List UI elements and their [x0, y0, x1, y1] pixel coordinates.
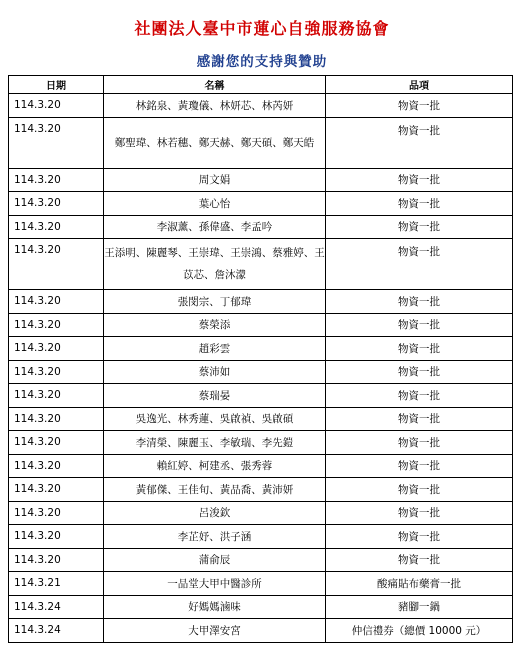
cell-name: 好媽媽滷味 [104, 595, 326, 619]
table-row [9, 619, 513, 643]
cell-item: 物資一批 [326, 407, 513, 431]
cell-name: 大甲澤安宮 [104, 619, 326, 643]
cell-item: 酸痛貼布藥膏一批 [326, 572, 513, 596]
table-row [9, 239, 513, 290]
cell-date: 114.3.20 [9, 215, 104, 239]
cell-name: 蔡沛如 [104, 360, 326, 384]
page-title: 社團法人臺中市蓮心自強服務協會 [134, 19, 390, 38]
cell-name: 葉心怡 [104, 192, 326, 216]
cell-item: 物資一批 [326, 290, 513, 314]
cell-date: 114.3.20 [9, 290, 104, 314]
cell-date: 114.3.20 [9, 239, 104, 290]
cell-date: 114.3.20 [9, 548, 104, 572]
column-header-item: 品項 [326, 76, 513, 94]
page-subtitle: 感謝您的支持與贊助 [196, 54, 328, 70]
cell-name: 蒲俞辰 [104, 548, 326, 572]
table-row [9, 431, 513, 455]
cell-name: 蔡榮添 [104, 313, 326, 337]
cell-item: 物資一批 [326, 501, 513, 525]
cell-item: 物資一批 [326, 478, 513, 502]
cell-name: 鄭聖瑋、林若穗、鄭天赫、鄭天碩、鄭天皓 [104, 117, 326, 168]
cell-item: 物資一批 [326, 94, 513, 118]
cell-item: 物資一批 [326, 117, 513, 168]
cell-name: 李淑薰、孫偉盛、李孟吟 [104, 215, 326, 239]
table-row [9, 360, 513, 384]
table-row [9, 384, 513, 408]
cell-date: 114.3.24 [9, 595, 104, 619]
table-row [9, 168, 513, 192]
cell-name: 賴紅婷、柯建丞、張秀蓉 [104, 454, 326, 478]
cell-date: 114.3.20 [9, 501, 104, 525]
cell-date: 114.3.21 [9, 572, 104, 596]
table-row [9, 595, 513, 619]
cell-date: 114.3.20 [9, 337, 104, 361]
cell-date: 114.3.20 [9, 478, 104, 502]
table-row [9, 454, 513, 478]
cell-item: 物資一批 [326, 548, 513, 572]
cell-item: 物資一批 [326, 454, 513, 478]
table-row [9, 192, 513, 216]
cell-item: 物資一批 [326, 431, 513, 455]
cell-item: 物資一批 [326, 313, 513, 337]
cell-name: 趙彩雲 [104, 337, 326, 361]
cell-name: 李芷妤、洪子涵 [104, 525, 326, 549]
cell-item: 物資一批 [326, 384, 513, 408]
cell-name: 林銘泉、黃瓊儀、林妍芯、林芮妍 [104, 94, 326, 118]
cell-item: 物資一批 [326, 525, 513, 549]
cell-name: 王添明、陳麗琴、王崇瑋、王崇鴻、蔡雅婷、王苡芯、詹沐濛 [104, 239, 326, 290]
cell-date: 114.3.20 [9, 117, 104, 168]
cell-item: 物資一批 [326, 192, 513, 216]
cell-date: 114.3.24 [9, 619, 104, 643]
cell-item: 物資一批 [326, 215, 513, 239]
table-header-row [9, 76, 513, 94]
cell-item: 物資一批 [326, 360, 513, 384]
table-row [9, 478, 513, 502]
cell-name: 呂浚欽 [104, 501, 326, 525]
cell-date: 114.3.20 [9, 313, 104, 337]
column-header-date: 日期 [9, 76, 104, 94]
cell-item: 物資一批 [326, 337, 513, 361]
cell-date: 114.3.20 [9, 525, 104, 549]
cell-name: 黃郁傑、王佳旬、黃品喬、黃沛妍 [104, 478, 326, 502]
table-row [9, 501, 513, 525]
cell-name: 周文娟 [104, 168, 326, 192]
cell-date: 114.3.20 [9, 94, 104, 118]
cell-item: 豬腳一鍋 [326, 595, 513, 619]
cell-name: 一品堂大甲中醫診所 [104, 572, 326, 596]
table-row [9, 94, 513, 118]
table-row [9, 525, 513, 549]
sponsor-table [8, 75, 513, 643]
table-row [9, 572, 513, 596]
cell-date: 114.3.20 [9, 192, 104, 216]
cell-name: 李清榮、陳麗玉、李敏瑞、李先鎧 [104, 431, 326, 455]
table-row [9, 313, 513, 337]
table-row [9, 117, 513, 168]
cell-date: 114.3.20 [9, 360, 104, 384]
cell-date: 114.3.20 [9, 431, 104, 455]
cell-date: 114.3.20 [9, 168, 104, 192]
cell-item: 物資一批 [326, 168, 513, 192]
cell-name: 吳逸光、林秀蓮、吳啟禎、吳啟碩 [104, 407, 326, 431]
table-row [9, 407, 513, 431]
cell-name: 蔡瑞晏 [104, 384, 326, 408]
table-row [9, 337, 513, 361]
table-row [9, 290, 513, 314]
table-row [9, 548, 513, 572]
column-header-name: 名稱 [104, 76, 326, 94]
table-row [9, 215, 513, 239]
cell-item: 物資一批 [326, 239, 513, 290]
cell-name: 張閔宗、丁郁瑋 [104, 290, 326, 314]
cell-date: 114.3.20 [9, 384, 104, 408]
cell-date: 114.3.20 [9, 454, 104, 478]
cell-item: 仲信禮券（總價 10000 元） [326, 619, 513, 643]
cell-date: 114.3.20 [9, 407, 104, 431]
